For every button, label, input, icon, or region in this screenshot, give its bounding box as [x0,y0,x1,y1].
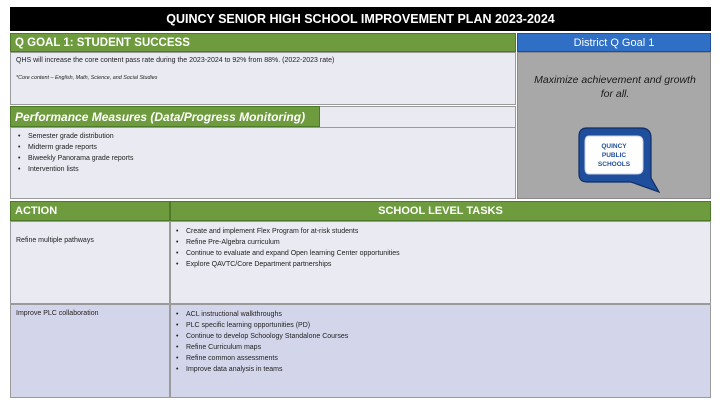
action-cell: Refine multiple pathways [10,221,170,304]
list-item: • PLC specific learning opportunities (PD) [174,320,707,331]
core-content-note: *Core content – English, Math, Science, and Social Studies [16,75,158,81]
list-item: • Continue to develop Schoology Standalone Courses [174,331,707,342]
list-item: • Refine Pre-Algebra curriculum [174,237,707,248]
logo-text-line: QUINCY [601,143,627,150]
action-cell: Improve PLC collaboration [10,304,170,398]
list-item: • Semester grade distribution [16,131,510,142]
list-item: • Intervention lists [16,164,510,175]
logo-text-line: SCHOOLS [597,161,631,168]
list-item: • Refine Curriculum maps [174,342,707,353]
logo-text-line: PUBLIC [601,152,627,159]
list-item: • Continue to evaluate and expand Open learning Center opportunities [174,248,707,259]
district-goal-panel [517,52,711,199]
tasks-list [174,309,707,375]
tasks-cell [170,221,711,304]
list-item: • Midterm grade reports [16,142,510,153]
performance-measures-header: Performance Measures (Data/Progress Monitoring) [10,106,320,127]
list-item: • Refine common assessments [174,353,707,364]
performance-measures-panel [10,127,516,199]
list-item: • Create and implement Flex Program for at-risk students [174,226,707,237]
performance-measures-list [16,131,510,175]
tasks-cell [170,304,711,398]
tasks-list [174,226,707,270]
school-level-tasks-header: SCHOOL LEVEL TASKS [170,201,711,221]
list-item: • Improve data analysis in teams [174,364,707,375]
list-item: • Explore QAVTC/Core Department partnerships [174,259,707,270]
plan-title: QUINCY SENIOR HIGH SCHOOL IMPROVEMENT PLAN 2023-2024 [10,7,711,31]
list-item: • ACL instructional walkthroughs [174,309,707,320]
performance-header-spacer [320,106,516,127]
quincy-public-schools-logo [571,126,661,196]
goal-statement-panel [10,52,516,105]
district-goal-text: Maximize achievement and growth for all. [534,74,696,100]
goal-header: Q GOAL 1: STUDENT SUCCESS [10,33,516,52]
list-item: • Biweekly Panorama grade reports [16,153,510,164]
action-column-header: ACTION [10,201,170,221]
goal-statement: QHS will increase the core content pass rate during the 2023-2024 to 92% from 88%. (2022-2023 rate) [16,57,335,64]
district-goal-header: District Q Goal 1 [517,33,711,52]
